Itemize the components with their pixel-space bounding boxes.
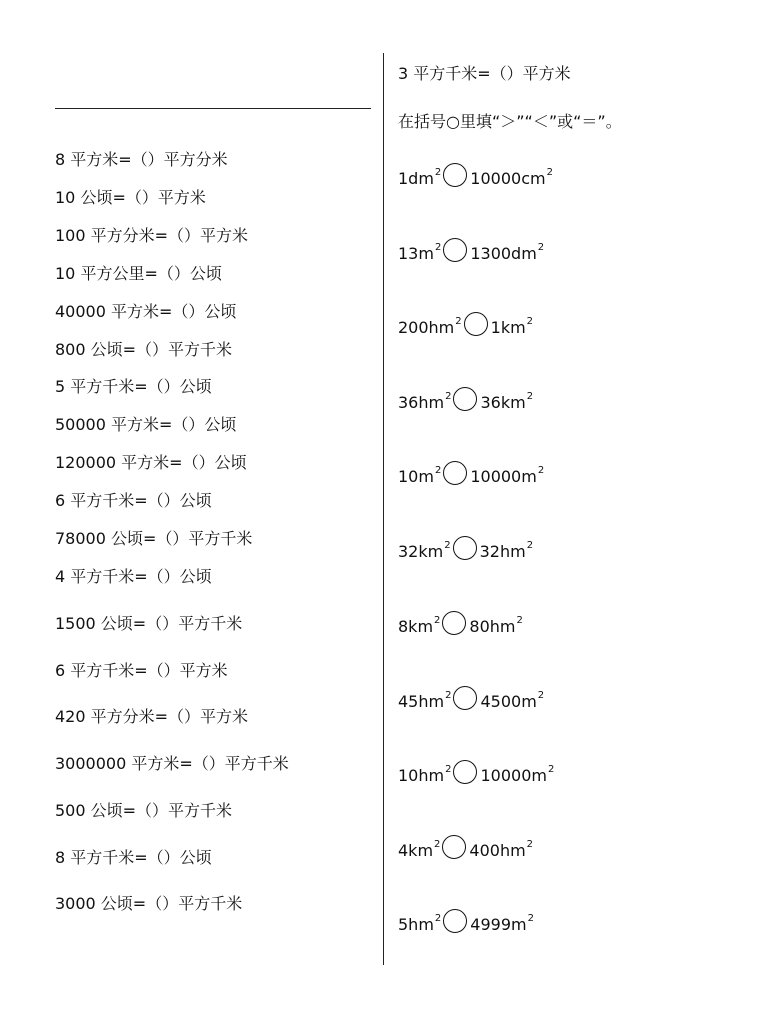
superscript: 2 [526, 539, 534, 551]
comparison-row [398, 315, 533, 339]
superscript: 2 [547, 763, 555, 775]
conversion-row: 50000 平方米=（）公顷 [55, 415, 237, 434]
answer-circle[interactable] [464, 312, 488, 336]
conversion-row: 3000000 平方米=（）平方千米 [55, 754, 289, 773]
right-quantity: 4999m [470, 914, 527, 934]
right-quantity: 1km [490, 317, 526, 337]
answer-circle[interactable] [443, 909, 467, 933]
conversion-row: 3000 公顷=（）平方千米 [55, 894, 243, 913]
conversion-row: 10 平方公里=（）公顷 [55, 264, 222, 283]
comparison-row [398, 166, 553, 190]
title-underline [55, 108, 371, 109]
left-quantity: 4km [398, 840, 434, 860]
conversion-row: 6 平方千米=（）平方米 [55, 661, 228, 680]
conversion-row: 78000 公顷=（）平方千米 [55, 529, 253, 548]
superscript: 2 [445, 763, 452, 775]
superscript: 2 [445, 689, 452, 701]
conversion-row: 1500 公顷=（）平方千米 [55, 614, 243, 633]
left-quantity: 10hm [398, 765, 445, 785]
conversion-row: 5 平方千米=（）公顷 [55, 377, 212, 396]
answer-circle[interactable] [442, 611, 466, 635]
superscript: 2 [537, 464, 545, 476]
conversion-row: 120000 平方米=（）公顷 [55, 453, 247, 472]
answer-circle[interactable] [453, 536, 477, 560]
superscript: 2 [445, 390, 452, 402]
superscript: 2 [434, 464, 442, 476]
superscript: 2 [434, 912, 442, 924]
superscript: 2 [526, 838, 534, 850]
conversion-row: 100 平方分米=（）平方米 [55, 226, 249, 245]
superscript: 2 [434, 838, 441, 850]
superscript: 2 [526, 315, 534, 327]
conversion-row: 500 公顷=（）平方千米 [55, 801, 233, 820]
comparison-row [398, 390, 533, 414]
left-quantity: 32km [398, 541, 444, 561]
right-quantity: 32hm [479, 541, 526, 561]
conversion-row: 4 平方千米=（）公顷 [55, 567, 212, 586]
superscript: 2 [434, 614, 441, 626]
superscript: 2 [537, 689, 545, 701]
superscript: 2 [434, 166, 442, 178]
conversion-row: 6 平方千米=（）公顷 [55, 491, 212, 510]
superscript: 2 [516, 614, 523, 626]
answer-circle[interactable] [442, 835, 466, 859]
comparison-row [398, 241, 544, 265]
comparison-row [398, 614, 523, 638]
superscript: 2 [537, 241, 545, 253]
left-quantity: 200hm [398, 317, 455, 337]
answer-circle[interactable] [443, 163, 467, 187]
superscript: 2 [434, 241, 442, 253]
superscript: 2 [527, 912, 534, 924]
superscript: 2 [526, 390, 534, 402]
right-quantity: 400hm [469, 840, 526, 860]
right-quantity: 10000m [470, 466, 537, 486]
comparison-row [398, 763, 554, 787]
answer-circle[interactable] [453, 760, 477, 784]
left-quantity: 45hm [398, 691, 445, 711]
answer-circle[interactable] [453, 686, 477, 710]
conversion-row: 8 平方米=（）平方分米 [55, 150, 228, 169]
right-quantity: 4500m [480, 691, 537, 711]
left-quantity: 1dm [398, 168, 434, 188]
right-quantity: 10000m [480, 765, 547, 785]
right-quantity: 10000cm [470, 168, 546, 188]
comparison-row [398, 912, 534, 936]
answer-circle[interactable] [443, 461, 467, 485]
left-quantity: 36hm [398, 392, 445, 412]
conversion-row: 420 平方分米=（）平方米 [55, 707, 249, 726]
answer-circle[interactable] [443, 238, 467, 262]
answer-circle[interactable] [453, 387, 477, 411]
right-quantity: 1300dm [470, 243, 537, 263]
conversion-row: 10 公顷=（）平方米 [55, 188, 206, 207]
right-quantity: 36km [480, 392, 526, 412]
comparison-row [398, 689, 544, 713]
left-quantity: 10m [398, 466, 434, 486]
left-quantity: 5hm [398, 914, 434, 934]
left-quantity: 8km [398, 616, 434, 636]
conversion-row: 800 公顷=（）平方千米 [55, 340, 233, 359]
comparison-row [398, 838, 533, 862]
right-quantity: 80hm [469, 616, 516, 636]
left-quantity: 13m [398, 243, 434, 263]
superscript: 2 [455, 315, 462, 327]
column-divider [383, 53, 384, 965]
conversion-row: 3 平方千米=（）平方米 [398, 64, 571, 83]
superscript: 2 [444, 539, 451, 551]
comparison-row [398, 464, 544, 488]
conversion-row: 40000 平方米=（）公顷 [55, 302, 237, 321]
superscript: 2 [546, 166, 553, 178]
instruction-text: 在括号○里填“＞”“＜”或“＝”。 [398, 112, 622, 131]
conversion-row: 8 平方千米=（）公顷 [55, 848, 212, 867]
comparison-row [398, 539, 533, 563]
